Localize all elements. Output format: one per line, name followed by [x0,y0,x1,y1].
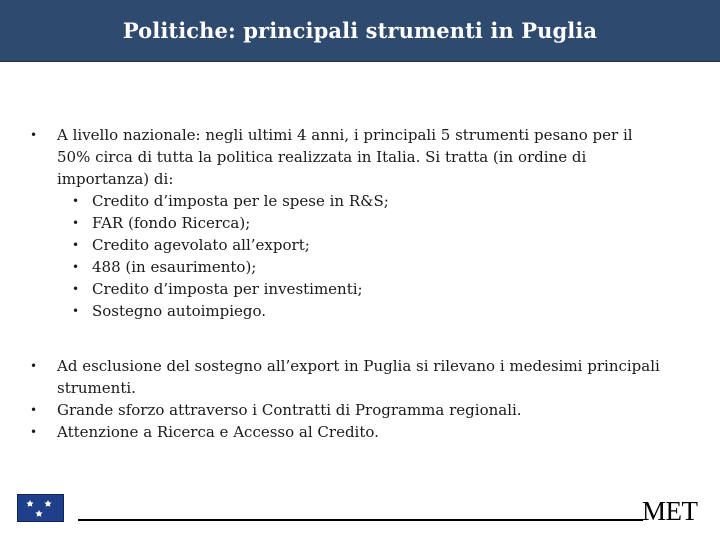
bullet-ricerca: • Attenzione a Ricerca e Accesso al Credito. [30,421,670,443]
title-bar [0,0,720,62]
footer-brand-logo: MET [642,496,698,526]
instrument-item: • Credito d’imposta per le spese in R&S; [72,190,670,212]
instrument-item: • Sostegno autoimpiego. [72,300,670,322]
instrument-item: • Credito agevolato all’export; [72,234,670,256]
bullet-national-text: A livello nazionale: negli ultimi 4 anni, i principali 5 strumenti pesano per il 50% circa di tutta la politica realizzata in Italia. Si tratta (in ordine di importanza) di: [57,126,633,188]
slide-title: Politiche: principali strumenti in Puglia [122,18,598,43]
instrument-item: • FAR (fondo Ricerca); [72,212,670,234]
eu-stars-icon [18,495,63,521]
bullet-national [30,124,670,322]
instrument-item: • 488 (in esaurimento); [72,256,670,278]
bullet-contratti: • Grande sforzo attraverso i Contratti di Programma regionali. [30,399,670,421]
slide-content [30,124,670,443]
instrument-item: • Credito d’imposta per investimenti; [72,278,670,300]
eu-flag-icon [17,494,64,522]
bullet-puglia: • Ad esclusione del sostegno all’export in Puglia si rilevano i medesimi principali strumenti. [30,355,670,399]
spacer [30,322,670,355]
instrument-list [72,190,670,322]
footer-divider [78,519,643,521]
